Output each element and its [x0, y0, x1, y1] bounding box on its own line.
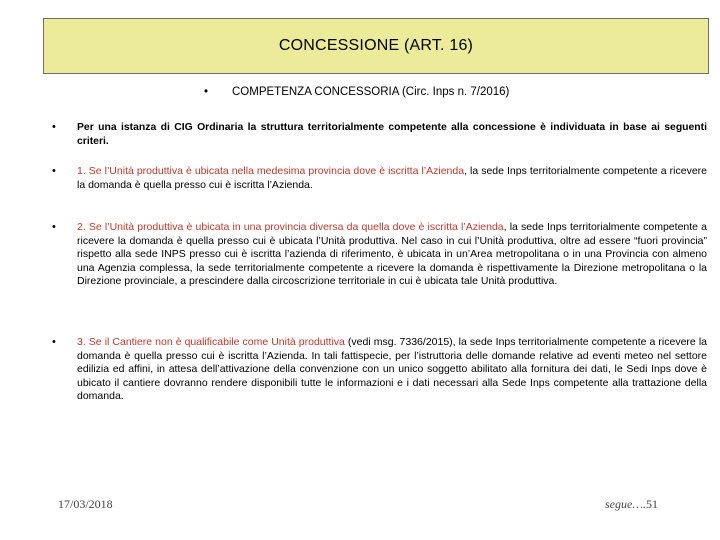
page-title: CONCESSIONE (ART. 16)	[278, 37, 474, 54]
footer-page-indicator	[605, 497, 658, 512]
criterion-1-text	[77, 165, 707, 192]
intro-text: Per una istanza di CIG Ordinaria la struttura territorialmente competente alla concessione è individuata in base ai seguenti criteri.	[77, 122, 707, 147]
criterion-3-rest: (vedi msg. 7336/2015), la sede Inps territorialmente competente a ricevere la domanda è quella presso cui è iscritta l’Azienda. In tali fattispecie, per l’istruttoria delle domande relative ad eventi meteo nel settore edilizia ed affini, in attesa dell’attivazione della convenzione con un unico soggetto abilitato alla fornitura dei dati, le Sedi Inps dove è ubicato il cantiere dovranno rendere disponibili tutte le informazioni e i dati necessari alla Sede Inps competente alla trattazione della domanda.	[77, 336, 707, 402]
bullet-icon: •	[52, 221, 56, 233]
continued-label: segue….	[605, 497, 646, 511]
criterion-1-rest: , la sede Inps territorialmente competente a ricevere la domanda è quella presso cui è iscritta l’Azienda.	[77, 165, 708, 191]
subtitle	[204, 86, 509, 98]
criterion-2-text	[77, 221, 707, 289]
bullet-icon: •	[204, 86, 209, 98]
bullet-icon: •	[52, 336, 56, 348]
bullet-icon: •	[52, 165, 56, 177]
footer-date: 17/03/2018	[58, 497, 113, 511]
criterion-2-lead: 2. Se l’Unità produttiva è ubicata in una provincia diversa da quella dove è iscritta l’Azienda	[77, 221, 504, 233]
criterion-2-rest: , la sede Inps territorialmente competente a ricevere la domanda è quella presso cui è ubicata l’Unità produttiva. Nel caso in cui l’Unità produttiva, oltre ad essere “fuori provincia” rispetto alla sede INPS presso cui è iscritta l’azienda di riferimento, è ubicata in un’Area metropolitana o in una Provincia con almeno una Agenzia complessa, la sede territorialmente competente a ricevere la domanda è rispettivamente la Direzione metropolitana o la Direzione provinciale, a prescindere dalla circoscrizione territoriale in cui è ubicata tale Unità produttiva.	[77, 221, 707, 287]
criterion-3-text	[77, 336, 707, 404]
criterion-1-lead: 1. Se l’Unità produttiva è ubicata nella medesima provincia dove è iscritta l’Azienda	[77, 165, 465, 177]
criterion-3-lead: 3. Se il Cantiere non è qualificabile come Unità produttiva	[77, 336, 345, 348]
title-box	[43, 18, 709, 74]
subtitle-text: COMPETENZA CONCESSORIA (Circ. Inps n. 7/2016)	[232, 86, 510, 98]
bullet-icon: •	[52, 121, 56, 133]
page-number: 51	[646, 497, 658, 511]
